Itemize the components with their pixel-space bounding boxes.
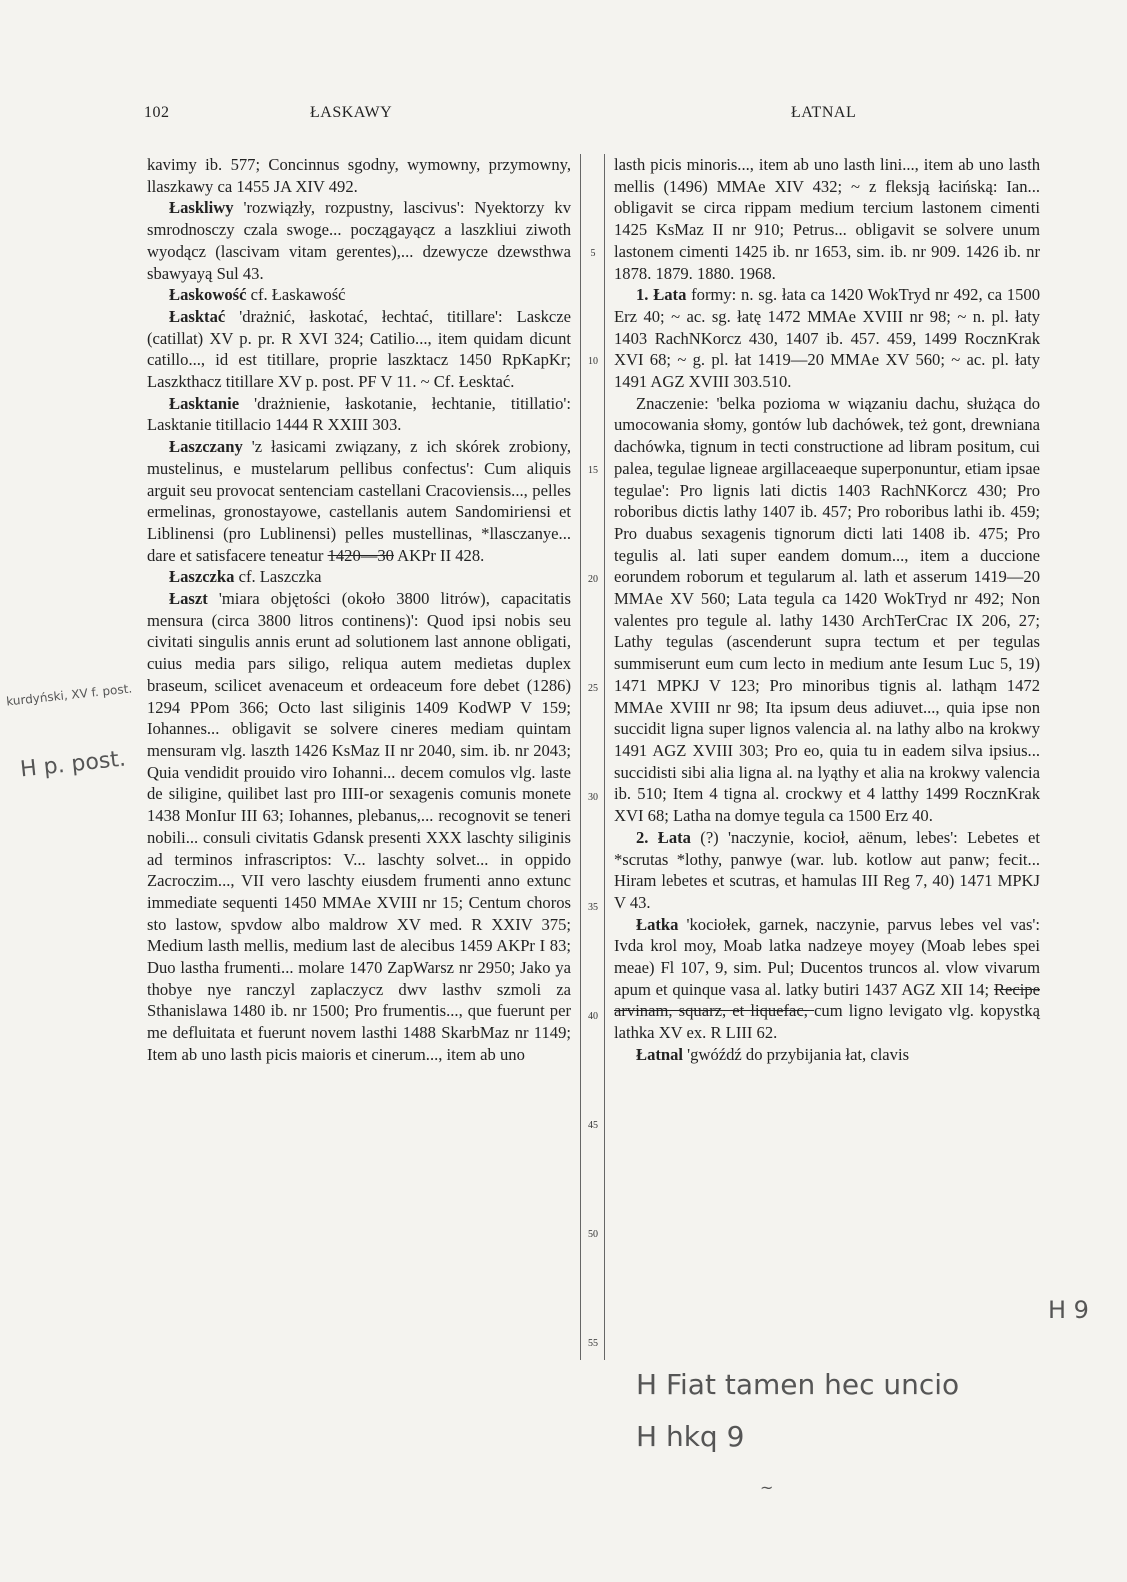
entry-continuation: lasth picis minoris..., item ab uno lasth lini..., item ab uno lasth mellis (1496) MMAe XIV 432; ~ z fleksją łacińską: Ian... obligavit se circa rippam medium tercium lastonem cimenti 1425 KsMaz II nr 910; Petrus... obligavit se solvere unum lastonem cimenti 1425 ib. nr 1653, sim. ib. nr 909. 1426 ib. nr 1878. 1879. 1880. 1968. [614,155,1040,283]
line-number: 55 [588,1338,598,1349]
entry-lata-2 [614,827,1040,914]
headword: Łasktać [169,306,226,326]
headword: Łaszczany [169,437,243,457]
entry-text: cf. Łaskawość [246,285,346,305]
line-number: 25 [588,683,598,694]
handwritten-margin-note: H p. post. [18,746,128,783]
entry-text: formy: n. sg. łata ca 1420 WokTryd nr 492, ca 1500 Erz 40; ~ ac. sg. łatę 1472 MMAe XVIII nr 98; ~ n. pl. łaty 1403 RachNKorcz 430, 1407 ib. 457. 459, 1499 RocznKrak XVI 68; ~ g. pl. łat 1419—20 MMAe XV 560; ~ ac. pl. łaty 1491 AGZ XVIII 303.510. [614,285,1040,392]
line-number: 15 [588,465,598,476]
entry-laszczka [147,566,571,588]
entry-text: 'rozwiązły, rozpustny, lascivus': Nyektorzy kv smrodnosczy czala swoge... począgayącz a laszkliui ziwoth wyodącz (lascivam vitam gerentes),... dzewycze dzewsthwa sbawyayą Sul 43. [147,198,571,283]
headword: Łasktanie [169,393,240,413]
entry-text: 'miara objętości (około 3800 litrów), capacitatis mensura (circa 3800 litros continens)': Quod ipsi nobis seu civitati singulis annis erunt ad solutionem last annone obligati, cuius media pars siligo, reliqua autem medietas duplex braseum, scilicet avenaceum et ordeaceum fore debet (1286) 1294 PPom 366; Octo last siliginis 1409 KodWP V 159; Iohannes... obligavit se solvere cineres mediam quintam mensuram vlg. laszth 1426 KsMaz II nr 2040, sim. ib. nr 2043; Quia vendidit prouido viro Iohanni... decem comulos vlg. laste de siligine, quilibet last pro IIII-or sexagenis comunis monete 1438 MonIur III 63; Iohannes, plebanus,... recognovit se teneri nobili... consuli civitatis Gdansk presenti XXX laschty siliginis ad terminos infrascriptos: V... laschty solvet... in oppido Zacroczim..., VII vero laschty eiusdem frumenti anno extunc immediate sequenti 1450 MMAe XVIII nr 15; Centum choros sto lastow, spvdow albo maldrow XV med. R XXIV 375; Medium lasth mellis, medium last de alecibus 1459 AKPr I 83; Duo lastha frumenti... molare 1470 ZapWarsz nr 2950; Jako ya thobye nye ranczyl zaplaczycz dwv lasthv szmoli za Sthanislawa 1480 ib. nr 1500; Pro frumentis..., que fuerunt per me defluitata et fuerunt novem lasthi 1488 SkarbMaz nr 1149; Item ab uno lasth picis maioris et cinerum..., item ab uno [147,589,571,1064]
entry-text: (?) 'naczynie, kocioł, aënum, lebes': Lebetes et *scrutas *lothy, panwye (war. lub. kotlow aut panw; fecit... Hiram lebetes et scutras, et hamulas III Reg 7, 40) 1471 MPKJ V 43. [614,827,1041,912]
headword: Łaskowość [169,285,247,305]
entry-laskliwy [147,197,571,284]
entry-text: 'kociołek, garnek, naczynie, parvus lebes vel vas': Ivda krol moy, Moab latka nadzeye moyey (Moab lebes spei meae) Fl 107, 9, sim. Pul; Ducentos truncos al. vlow vivarum apum et quinque vasa al. latky butiri 1437 AGZ XII 14; [614,914,1040,999]
column-rule-left [580,154,581,1360]
handwritten-footer-mark: ~ [760,1478,774,1497]
line-number: 30 [588,792,598,803]
right-column [614,154,1040,1066]
line-number: 20 [588,574,598,585]
entry-text: 'drażnienie, łaskotanie, łechtanie, titillatio': Lasktanie titillacio 1444 R XXIII 303. [147,393,571,435]
entry-lata-1 [614,284,1040,393]
entry-text: 'z łasicami związany, z ich skórek zrobiony, mustelinus, e mustelarum pellibus confectus': Cum aliquis arguit seu provocat sentenciam castellani Cracoviensis..., pelles ermelinas, gronostayowe, castellanis autem Sandomiriensi et Liblinensi (pro Lublinensi) pelles mustellinas, *llasczanye... dare et satisfacere teneatur [147,437,571,565]
entry-lasktac [147,306,571,393]
handwritten-footer-note: H Fiat tamen hec uncio [636,1368,960,1401]
headword: Łaskliwy [169,198,234,218]
entry-text: cf. Laszczka [234,567,322,587]
line-number: 5 [590,248,596,259]
handwritten-margin-note: kurdyński, XV f. post. [5,681,133,709]
headword: Łaszczka [169,567,235,587]
handwritten-footer-note: H hkq 9 [636,1420,745,1453]
entry-continuation: kavimy ib. 577; Concinnus sgodny, wymowny, przymowny, llaszkawy ca 1455 JA XIV 492. [147,155,571,196]
headword: Łatka [636,914,679,934]
entry-latnal [614,1044,1040,1066]
line-number: 50 [588,1229,598,1240]
line-number: 45 [588,1120,598,1131]
headword: 1. Łata [636,285,687,305]
entry-laszt [147,588,571,1065]
entry-latka [614,914,1040,1044]
page-header [0,104,1127,128]
right-running-head: ŁATNAL [791,104,857,121]
column-rule-right [604,154,605,1360]
headword: 2. Łata [636,827,691,847]
entry-text: 'gwóźdź do przybijania łat, clavis [683,1044,910,1064]
line-number: 35 [588,902,598,913]
left-running-head: ŁASKAWY [310,104,393,121]
entry-text: cum ligno levigato vlg. kopystką lathka XV ex. R LIII 62. [614,1001,1040,1043]
entry-lasktanie [147,393,571,436]
entry-laszczany [147,436,571,566]
entry-lata-1-meaning: Znaczenie: 'belka pozioma w wiązaniu dachu, służąca do umocowania słomy, gontów lub dachówek, też gont, drewniana dachówka, tignum in tecti constructione ad libram positum, cui palea, tegulae ligneae argillaceaeque superponuntur, etiam ipsae tegulae': Pro lignis lati dictis 1403 RachNKorcz 430; Pro roboribus dictis lathy 1407 ib. 457; Pro roboribus lathi ib. 459; Pro duabus sexagenis tignorum dicti lati 1408 ib. 475; Pro tegulis al. lati super eandem domum..., item a duccione eorundem roborum et tegularum al. lath et asserum 1419—20 MMAe XV 560; Lata tegula ca 1420 WokTryd nr 492; Non valentes pro tegule al. lathy 1430 ArchTerCrac IX 206, 27; Lathy tegulas (ascenderunt supra tectum et per tegulas summiserunt eum cum lecto in medium ante Iesum Luc 5, 19) 1471 MPKJ V 123; Pro minoribus tignis al. lathąm 1472 MMAe XVIII nr 98; Ita ipsum deus adiuvet..., quia ipse non succidit ligna super lignos valencia al. na lathy albo na krokwy 1491 AGZ XVIII 303; Pro eo, quia tu in eadem silva ipsius... succidisti sibi alia ligna al. na lyąthy et alia na krokwy valencia ib. 510; Item 4 tigna al. crockwy et 4 latthy 1499 RocznKrak XVI 68; Latha na domye tegula ca 1500 Erz 40. [614,393,1040,826]
line-number: 40 [588,1011,598,1022]
page-number: 102 [144,104,170,121]
entry-text: AKPr II 428. [393,545,485,565]
struck-text: 1420—30 [327,545,394,565]
line-number: 10 [588,356,598,367]
struck-text: Recipe arvinam, squarz, et liquefac, [614,979,1040,1021]
headword: Łaszt [169,589,208,609]
entry-laskowosc [147,284,571,306]
headword: Łatnal [636,1044,684,1064]
left-column [147,154,571,1066]
handwritten-margin-note: H 9 [1048,1296,1089,1324]
entry-text: 'drażnić, łaskotać, łechtać, titillare': Laskcze (catillat) XV p. pr. R XVI 324; Catilio..., item quidam dicunt catillo..., id est titillare, proprie laszktacz 1450 RpKapKr; Laszkthacz titillare XV p. post. PF V 11. ~ Cf. Łesktać. [147,306,571,392]
